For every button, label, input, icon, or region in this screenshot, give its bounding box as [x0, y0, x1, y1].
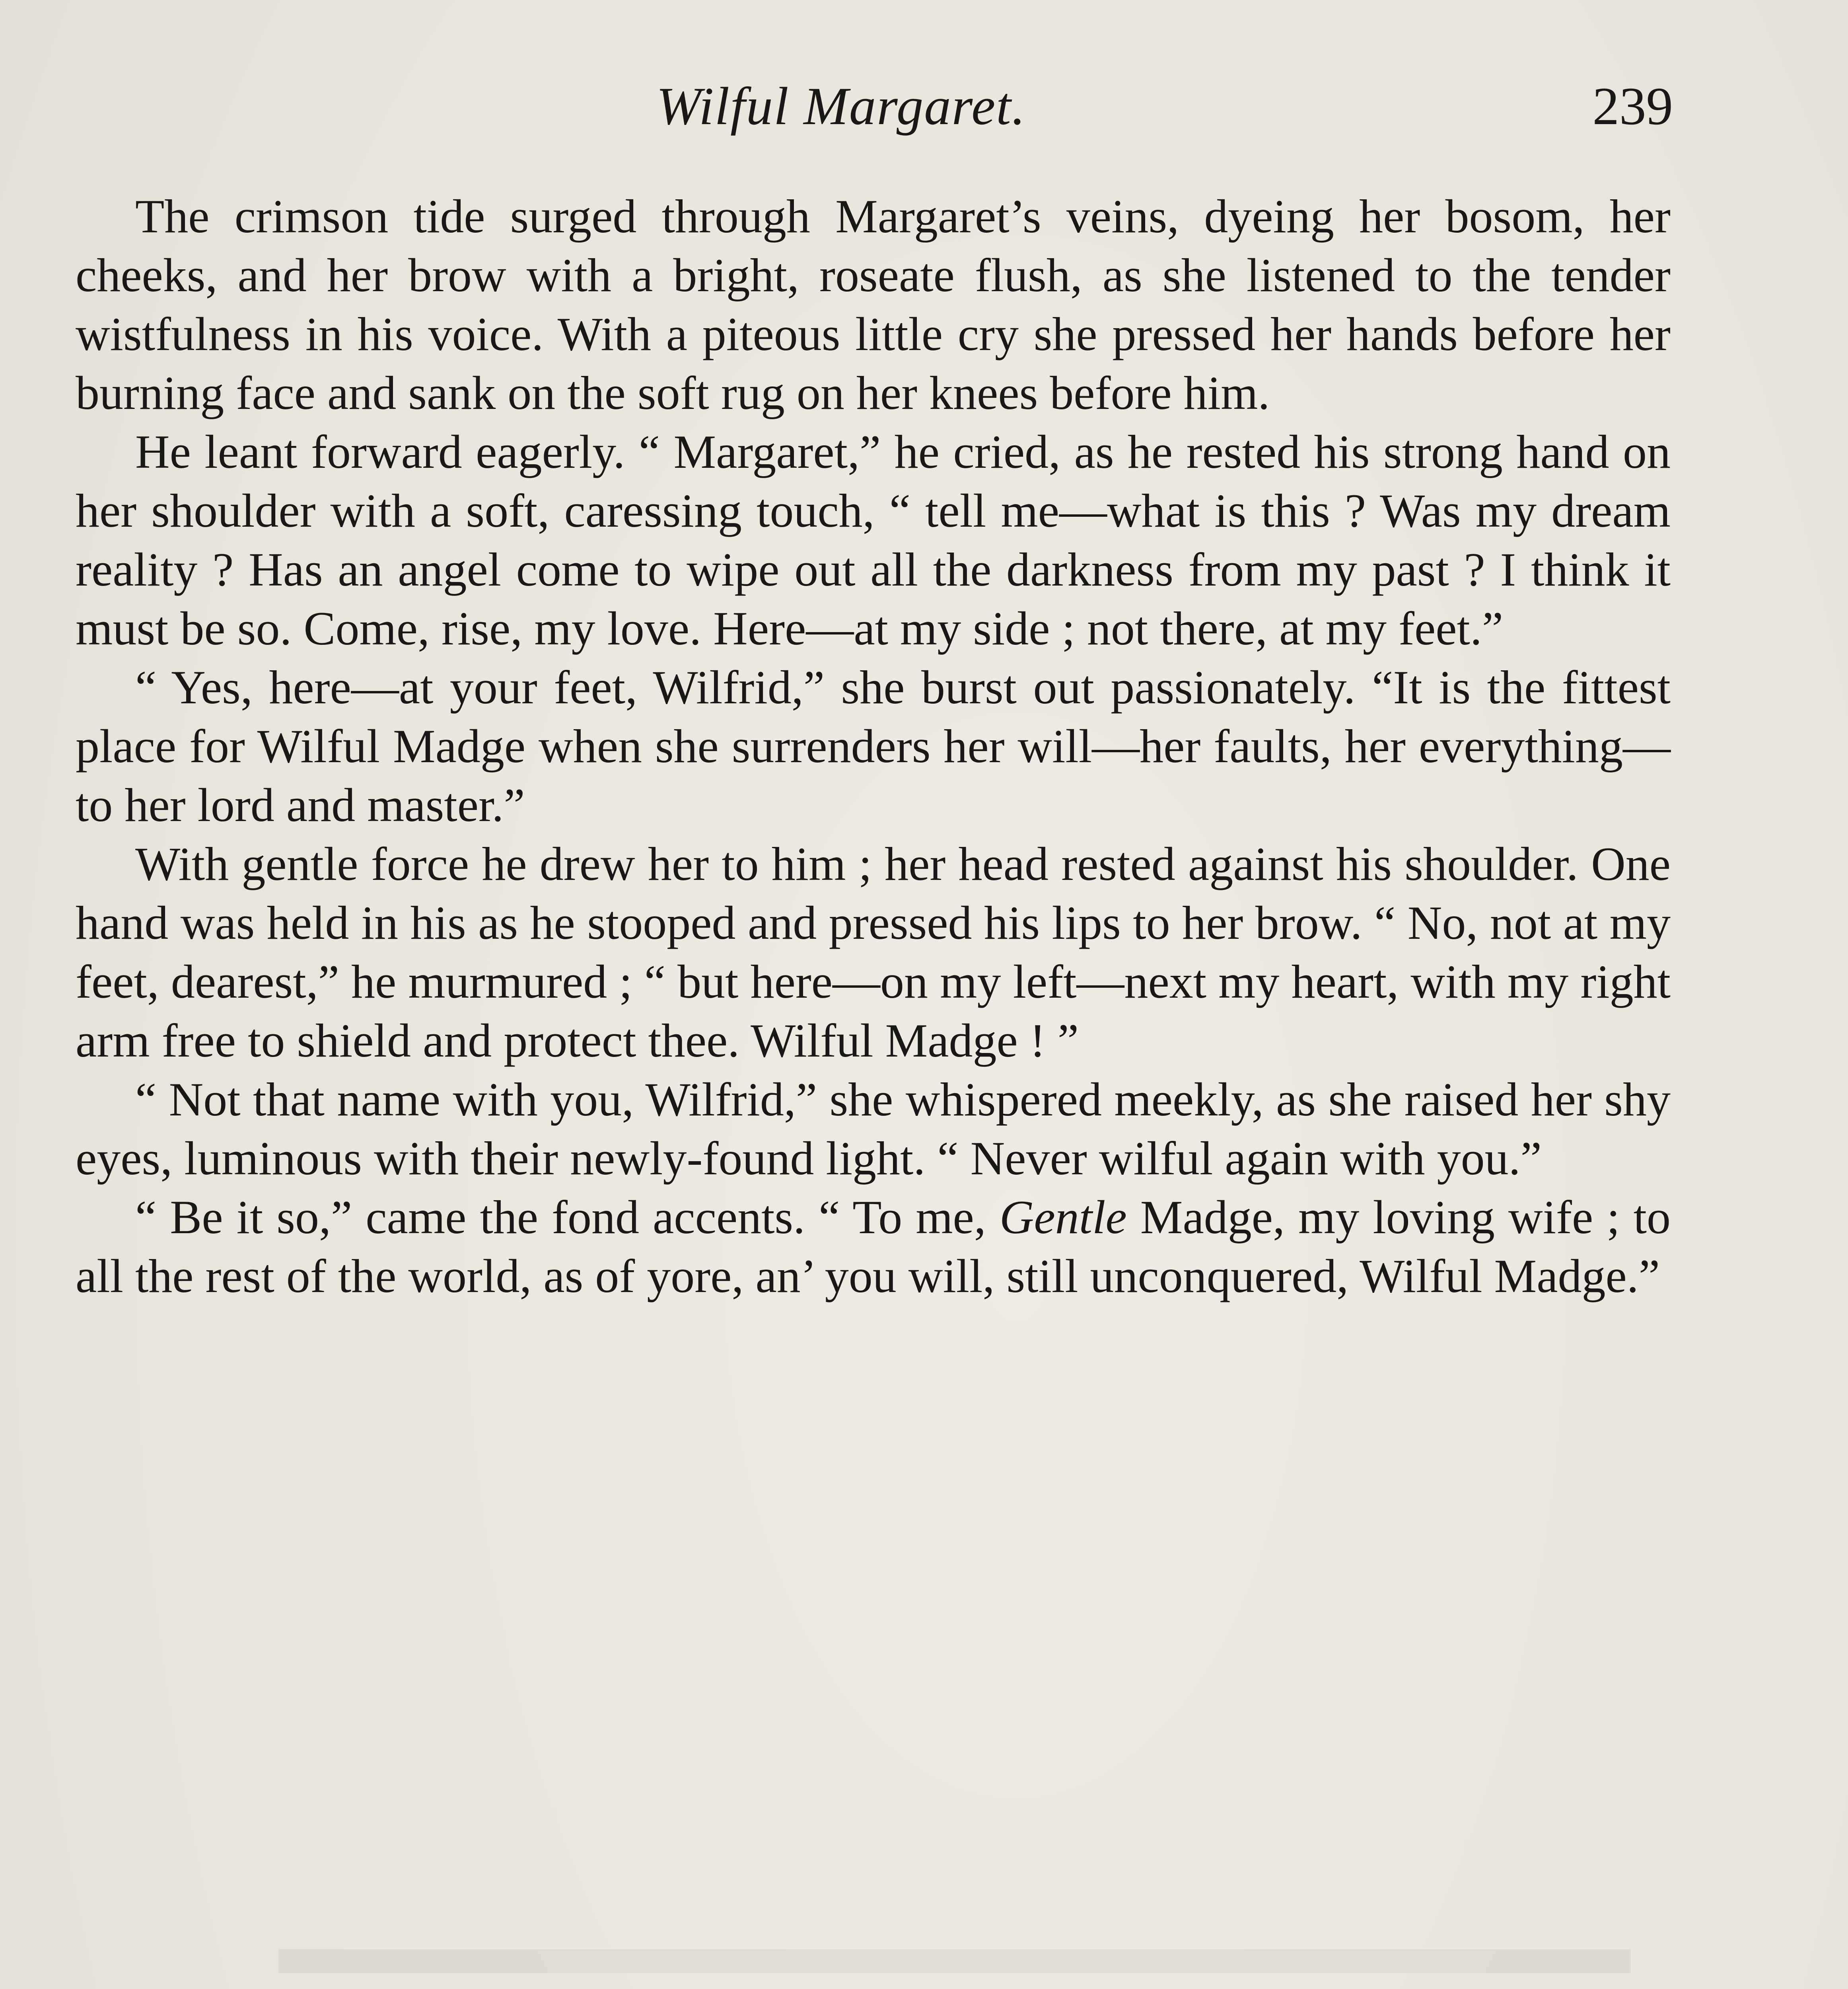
paragraph-6-emphasis: Gentle — [999, 1191, 1127, 1244]
paragraph-6-end: Madge, my loving wife ; to all the rest of the world, as of yore, an’ you will, still unconquered, Wilful Madge.” — [76, 1191, 1671, 1302]
show-through-text — [278, 1949, 1631, 1989]
paragraph-6-start: “ Be it so,” came the fond accents. “ To me, — [135, 1191, 1000, 1244]
body-text — [76, 187, 1671, 1306]
paragraph-1: The crimson tide surged through Margaret’s veins, dyeing her bosom, her cheeks, and her brow with a bright, roseate flush, as she listened to the tender wistfulness in his voice. With a piteous little cry she pressed her hands before her burning face and sank on the soft rug on her knees before him. — [76, 190, 1671, 419]
paragraph-5: “ Not that name with you, Wilfrid,” she whispered meekly, as she raised her shy eyes, luminous with their newly-found light. “ Never wilful again with you.” — [76, 1073, 1671, 1185]
page-number: 239 — [1592, 77, 1673, 136]
paragraph-6 — [76, 1188, 1671, 1306]
page-header — [0, 60, 1848, 147]
paragraph-4: With gentle force he drew her to him ; her head rested against his shoulder. One hand was held in his as he stooped and pressed his lips to her brow. “ No, not at my feet, dearest,” he murmured ; “ but here—on my left—next my heart, with my right arm free to shield and protect thee. Wilful Madge ! ” — [76, 837, 1671, 1067]
paragraph-3: “ Yes, here—at your feet, Wilfrid,” she burst out passionately. “It is the fittest place for Wilful Madge when she surrenders her will—her faults, her everything—to her lord and master.” — [76, 661, 1671, 831]
running-title: Wilful Margaret. — [656, 77, 1026, 136]
paragraph-2: He leant forward eagerly. “ Margaret,” he cried, as he rested his strong hand on her shoulder with a soft, caressing touch, “ tell me—what is this ? Was my dream reality ? Has an angel come to wipe out all the darkness from my past ? I think it must be so. Come, rise, my love. Here—at my side ; not there, at my feet.” — [76, 425, 1671, 655]
